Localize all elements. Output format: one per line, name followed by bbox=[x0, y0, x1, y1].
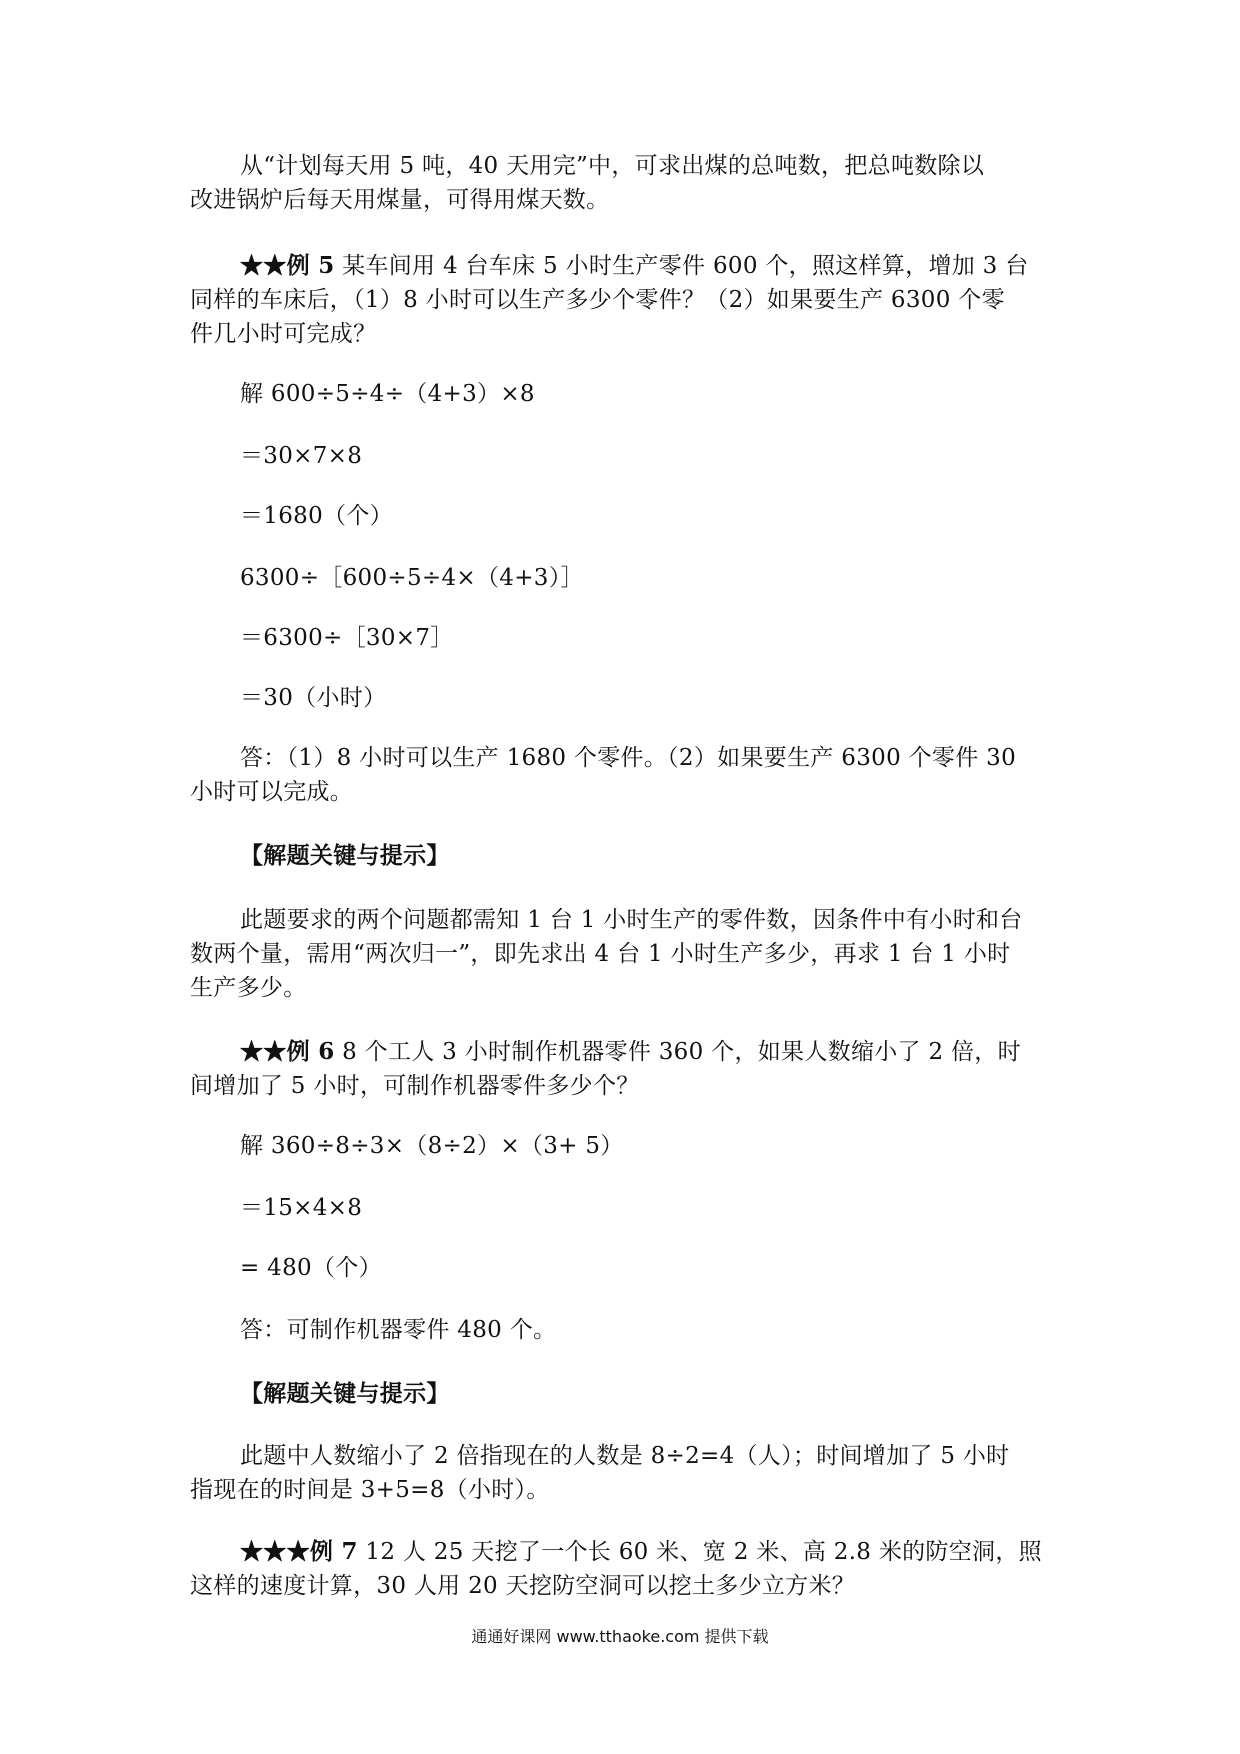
example5-solution-4: 6300÷［600÷5÷4×（4+3）］ bbox=[240, 565, 584, 591]
example7-text-1: 12 人 25 天挖了一个长 60 米、宽 2 米、高 2.8 米的防空洞，照 bbox=[357, 1539, 1042, 1565]
example6-hint-heading: 【解题关键与提示】 bbox=[240, 1380, 450, 1407]
example5-label: ★★例 5 bbox=[240, 252, 335, 279]
example5-answer-1: 答：（1）8 小时可以生产 1680 个零件。（2）如果要生产 6300 个零件 30 bbox=[240, 745, 1016, 771]
example5-line-1 bbox=[240, 250, 1240, 282]
example6-solution-2: ＝15×4×8 bbox=[240, 1195, 363, 1221]
example5-solution-1: 解 600÷5÷4÷（4+3）×8 bbox=[240, 381, 535, 407]
example5-solution-2: ＝30×7×8 bbox=[240, 443, 363, 469]
example6-solution-1: 解 360÷8÷3×（8÷2）×（3+ 5） bbox=[240, 1133, 624, 1159]
example6-solution-3: = 480（个） bbox=[240, 1255, 382, 1281]
page-footer: 通通好课网 www.tthaoke.com 提供下载 bbox=[471, 1627, 769, 1646]
example5-hint-2: 数两个量，需用“两次归一”，即先求出 4 台 1 小时生产多少，再求 1 台 1 小时 bbox=[190, 941, 1011, 967]
intro-line-1: 从“计划每天用 5 吨，40 天用完”中，可求出煤的总吨数，把总吨数除以 bbox=[240, 153, 985, 179]
example6-hint-1: 此题中人数缩小了 2 倍指现在的人数是 8÷2=4（人）；时间增加了 5 小时 bbox=[240, 1443, 1010, 1469]
example6-line-2: 间增加了 5 小时，可制作机器零件多少个？ bbox=[190, 1073, 640, 1099]
example7-line-1 bbox=[240, 1536, 1240, 1568]
intro-line-2: 改进锅炉后每天用煤量，可得用煤天数。 bbox=[190, 187, 610, 213]
example6-line-1 bbox=[240, 1036, 1240, 1068]
example7-label: ★★★例 7 bbox=[240, 1538, 358, 1565]
example5-solution-3: ＝1680（个） bbox=[240, 503, 393, 529]
example6-hint-2: 指现在的时间是 3+5=8（小时）。 bbox=[190, 1477, 550, 1503]
example5-line-3: 件几小时可完成？ bbox=[190, 321, 377, 347]
example7-line-2: 这样的速度计算，30 人用 20 天挖防空洞可以挖土多少立方米？ bbox=[190, 1573, 856, 1599]
example5-solution-6: ＝30（小时） bbox=[240, 685, 387, 711]
example5-hint-heading: 【解题关键与提示】 bbox=[240, 842, 450, 869]
example6-text-1: 8 个工人 3 小时制作机器零件 360 个，如果人数缩小了 2 倍，时 bbox=[334, 1039, 1021, 1065]
example6-label: ★★例 6 bbox=[240, 1038, 335, 1065]
example5-hint-3: 生产多少。 bbox=[190, 975, 307, 1001]
example5-hint-1: 此题要求的两个问题都需知 1 台 1 小时生产的零件数，因条件中有小时和台 bbox=[240, 907, 1023, 933]
example5-solution-5: ＝6300÷［30×7］ bbox=[240, 625, 454, 651]
example5-answer-2: 小时可以完成。 bbox=[190, 779, 354, 805]
example5-text-1: 某车间用 4 台车床 5 小时生产零件 600 个，照这样算，增加 3 台 bbox=[334, 253, 1029, 279]
example6-answer: 答：可制作机器零件 480 个。 bbox=[240, 1317, 557, 1343]
example5-line-2: 同样的车床后，（1）8 小时可以生产多少个零件？（2）如果要生产 6300 个零 bbox=[190, 287, 1005, 313]
